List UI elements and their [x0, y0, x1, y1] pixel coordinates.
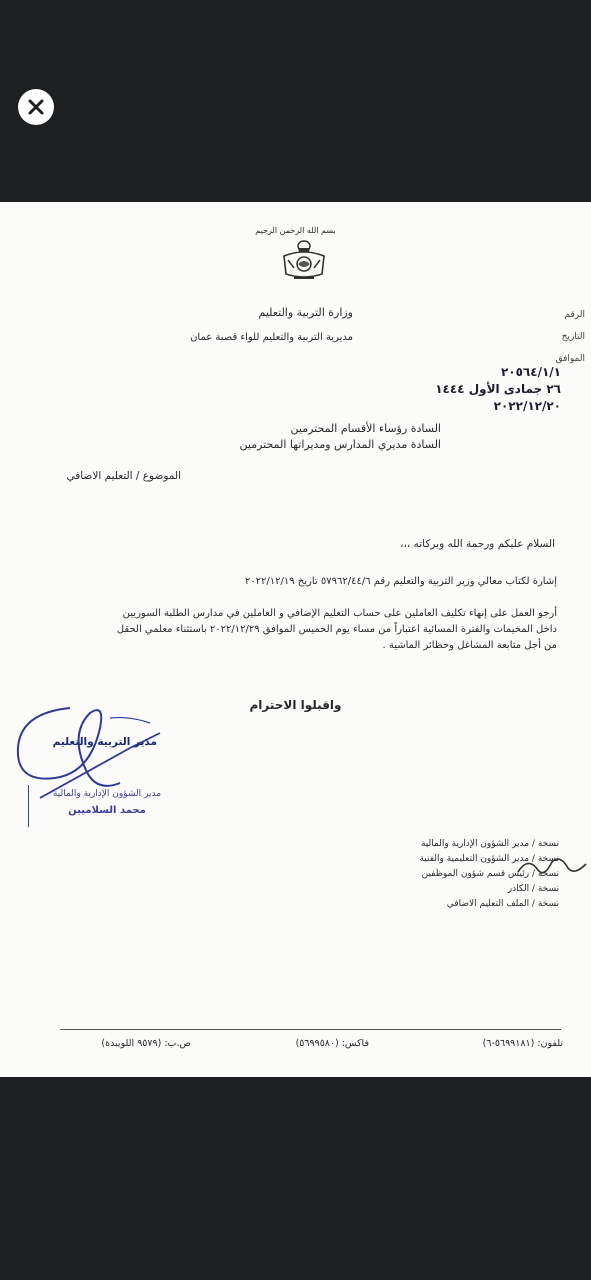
- copy-line-3: نسخة / رئيس قسم شؤون الموظفين: [421, 869, 559, 879]
- reference-number: ٢٠٥٦٤/١/١: [500, 365, 561, 379]
- stamp-name: محمد السلاميين: [68, 805, 146, 816]
- body-line-2: أرجو العمل على إنهاء تكليف العاملين على حساب التعليم الإضافي و العاملين في مدارس الطلبة السوريين: [122, 608, 557, 619]
- footer-po-box: ص.ب: (٩٥٧٩ اللويبدة): [101, 1038, 191, 1049]
- label-date: التاريخ: [561, 332, 585, 342]
- body-line-4: من أجل متابعة المشاغل وحظائر الماشية .: [382, 640, 557, 651]
- basmala: بسم الله الرحمن الرحيم: [255, 226, 336, 235]
- initials-scribble-icon: [514, 852, 590, 882]
- closing-regards: واقبلوا الاحترام: [249, 698, 342, 712]
- copy-line-2: نسخة / مدير الشؤون التعليمية والفنية: [419, 854, 559, 864]
- official-stamp: [28, 785, 185, 827]
- addressee-line-1: السادة رؤساء الأقسام المحترمين: [290, 422, 441, 435]
- letter-image[interactable]: [0, 202, 591, 1077]
- footer-phone: تلفون: (٥٦٩٩١٨١-٦): [482, 1038, 563, 1049]
- label-corresponding: الموافق: [555, 354, 585, 364]
- date-gregorian: ٢٠٢٢/١٢/٢٠: [493, 399, 561, 413]
- label-number: الرقم: [564, 310, 585, 320]
- copy-line-5: نسخة / الملف التعليم الاضافي: [446, 899, 559, 909]
- close-icon: [27, 98, 45, 116]
- ministry-name: وزارة التربية والتعليم: [258, 306, 353, 319]
- date-hijri: ٢٦ جمادى الأول ١٤٤٤: [435, 382, 561, 396]
- stamp-title: مدير الشؤون الإدارية والمالية: [52, 789, 162, 799]
- addressee-line-2: السادة مديري المدارس ومديراتها المحترمين: [239, 438, 441, 451]
- close-button[interactable]: [18, 89, 54, 125]
- footer-fax: فاكس: (٥٦٩٩٥٨٠): [295, 1038, 369, 1049]
- body-line-1: إشارة لكتاب معالي وزير التربية والتعليم رقم ٥٧٩٦٢/٤٤/٦ تاريخ ٢٠٢٢/١٢/١٩: [244, 576, 557, 587]
- copy-line-1: نسخة / مدير الشؤون الإدارية والمالية: [420, 839, 559, 849]
- directorate-name: مديرية التربية والتعليم للواء قصبة عمان: [190, 332, 353, 343]
- signature-title: مدير التربية والتعليم: [52, 736, 157, 748]
- body-line-3: داخل المخيمات والفترة المسائية اعتباراً من مساء يوم الخميس الموافق ٢٠٢٢/١٢/٢٩ باستثناء معلمي الحقل: [116, 624, 557, 635]
- copy-line-4: نسخة / الكادر: [507, 884, 559, 894]
- jordan-emblem-icon: [276, 234, 332, 284]
- greeting: السلام عليكم ورحمة الله وبركاته ،،،: [400, 538, 555, 550]
- footer-divider: [60, 1029, 561, 1030]
- subject-line: الموضوع / التعليم الاضافي: [66, 470, 181, 482]
